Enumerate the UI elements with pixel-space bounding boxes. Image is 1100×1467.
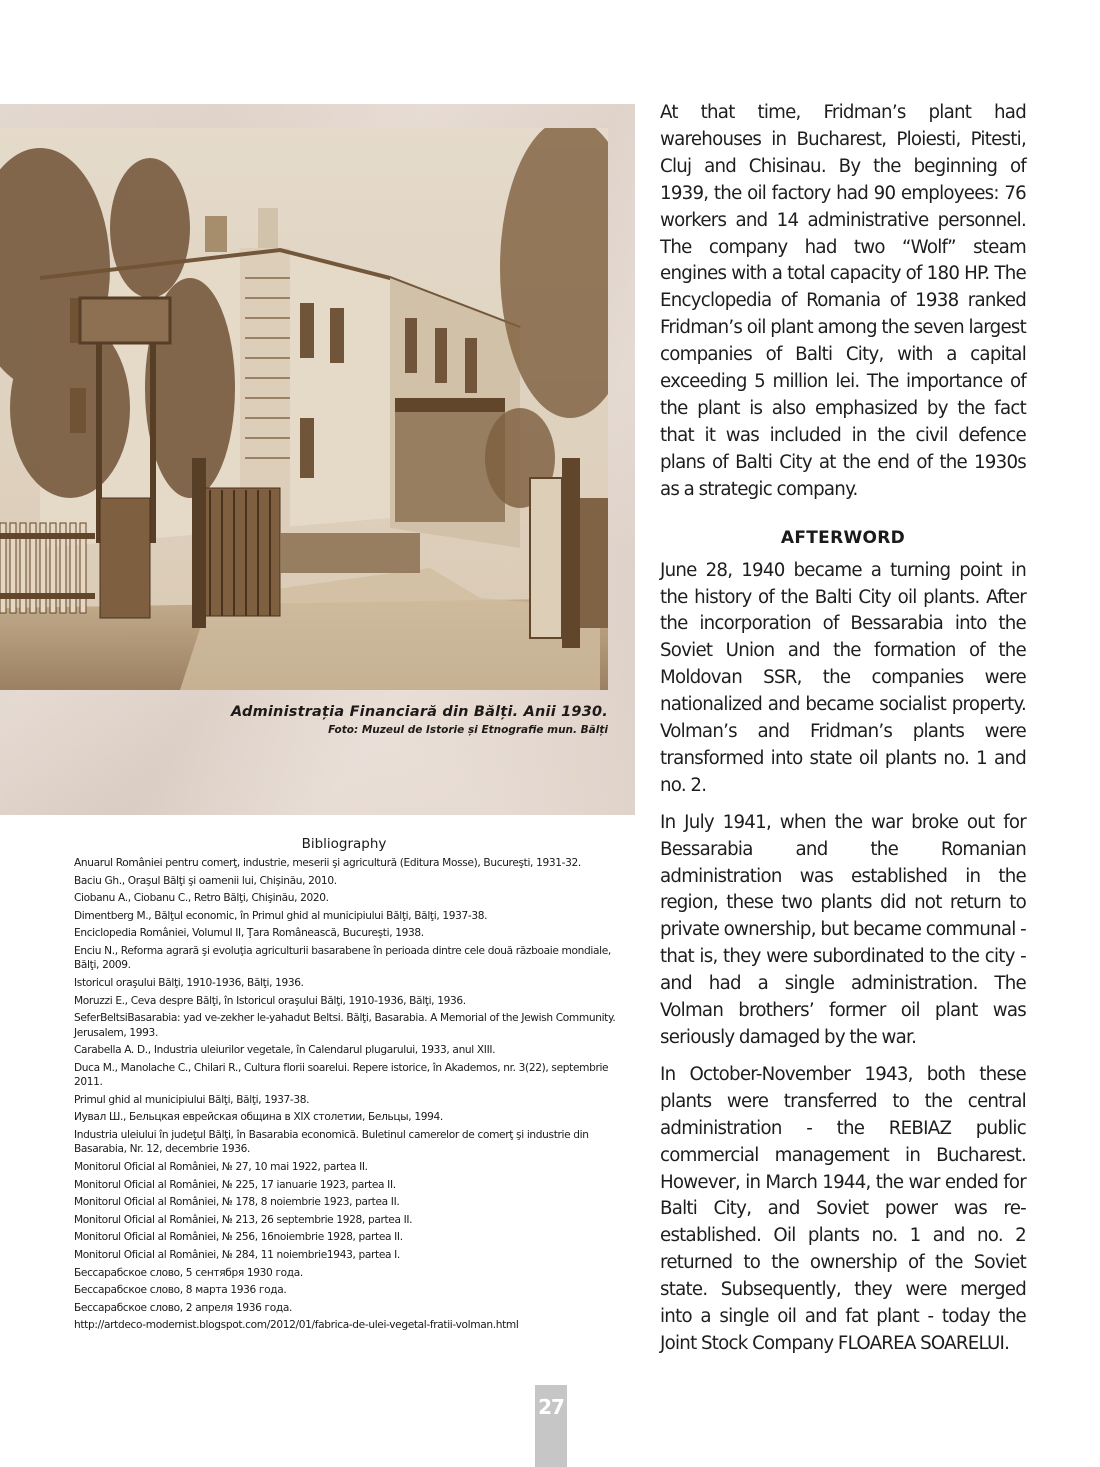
article-paragraph-4: In October-November 1943, both these plants were transferred to the central administration - the REBIAZ public commercial management in Bucharest. However, in March 1944, the war ended for Balti City, and Soviet power was re-established. Oil plants no. 1 and no. 2 returned to the ownership of the Soviet state. Subsequently, they were merged into a single oil and fat plant - today the Joint Stock Company FLOAREA SOARELUI.	[660, 1063, 1026, 1354]
bibliography-link[interactable]: http://artdeco-modernist.blogspot.com/2012/01/fabrica-de-ulei-vegetal-fratii-volman.html	[74, 1319, 519, 1332]
caption-credit: Foto: Muzeul de Istorie și Etnografie mun. Bălți	[328, 724, 608, 736]
bibliography-entry: Monitorul Oficial al României, № 256, 16noiembrie 1928, partea II.	[74, 1231, 403, 1244]
article-paragraph-1: At that time, Fridman’s plant had warehouses in Bucharest, Ploiesti, Pitesti, Cluj and Chisinau. By the beginning of 1939, the oil factory had 90 employees: 76 workers and 14 administrative personnel. The company had two “Wolf” steam engines with a total capacity of 180 HP. The Encyclopedia of Romania of 1938 ranked Fridman’s oil plant among the seven largest companies of Balti City, with a capital exceeding 5 million lei. The importance of the plant is also emphasized by the fact that it was included in the civil defence plans of Balti City at the end of the 1930s as a strategic company.	[660, 102, 1026, 500]
bibliography-entry: Duca M., Manolache C., Chilari R., Cultura florii soarelui. Repere istorice, în Akademos, nr. 3(22), septembrie 2011.	[74, 1061, 609, 1089]
bibliography-entry: Baciu Gh., Oraşul Bălţi şi oamenii lui, Chişinău, 2010.	[74, 874, 337, 887]
historical-photo	[0, 128, 608, 690]
bibliography-entry: Бессарабское слово, 2 апреля 1936 года.	[74, 1301, 292, 1314]
bibliography-entry: Istoricul oraşului Bălţi, 1910-1936, Bălţi, 1936.	[74, 976, 304, 989]
bibliography-entry: Monitorul Oficial al României, № 178, 8 noiembrie 1923, partea II.	[74, 1196, 400, 1209]
bibliography-entry: Бессарабское слово, 8 марта 1936 года.	[74, 1284, 287, 1297]
bibliography-entry: Carabella A. D., Industria uleiurilor vegetale, în Calendarul plugarului, 1933, anul XIII.	[74, 1044, 496, 1057]
bibliography-entry: Enciu N., Reforma agrară şi evoluţia agriculturii basarabene în perioada dintre cele două războaie mondiale, Bălţi, 2009.	[74, 944, 611, 972]
bibliography-entry: Anuarul României pentru comerţ, industrie, meserii şi agricultură (Editura Mosse), Bucureşti, 1931-32.	[74, 857, 581, 869]
bibliography-entry: Monitorul Oficial al României, № 284, 11 noiembrie1943, partea I.	[74, 1248, 400, 1261]
bibliography-entry: Бессарабское слово, 5 сентября 1930 года.	[74, 1266, 303, 1279]
bibliography-list	[74, 856, 634, 1333]
photo-caption	[231, 704, 608, 736]
bibliography-title: Bibliography	[301, 836, 387, 852]
bibliography-entry: Enciclopedia României, Volumul II, Ţara Românească, Bucureşti, 1938.	[74, 927, 424, 940]
page-number-tab	[535, 1385, 567, 1467]
photo-illustration	[0, 128, 608, 690]
bibliography-entry: Primul ghid al municipiului Bălţi, Bălţi, 1937-38.	[74, 1093, 310, 1106]
bibliography-entry: Monitorul Oficial al României, № 27, 10 mai 1922, partea II.	[74, 1160, 368, 1173]
article-paragraph-2: June 28, 1940 became a turning point in the history of the Balti City oil plants. After the incorporation of Bessarabia into the Soviet Union and the formation of the Moldovan SSR, the companies were nationalized and became socialist property. Volman’s and Fridman’s plants were transformed into state oil plants no. 1 and no. 2.	[660, 559, 1026, 796]
bibliography-entry: Иувал Ш., Бельцкая еврейская община в XIX столетии, Бельцы, 1994.	[74, 1111, 443, 1124]
bibliography-entry: Moruzzi E., Ceva despre Bălţi, în Istoricul oraşului Bălţi, 1910-1936, Bălţi, 1936.	[74, 994, 466, 1007]
afterword-heading: AFTERWORD	[780, 527, 906, 548]
bibliography-entry: Ciobanu A., Ciobanu C., Retro Bălţi, Chişinău, 2020.	[74, 892, 329, 905]
article-column	[660, 100, 1026, 1368]
bibliography-entry: Industria uleiului în judeţul Bălţi, în Basarabia economică. Buletinul camerelor de comerţ şi industrie din Basarabia, Nr. 12, decembrie 1936.	[74, 1128, 589, 1156]
bibliography-entry: SeferBeltsiBasarabia: yad ve-zekher le-yahadut Beltsi. Bălţi, Basarabia. A Memorial of the Jewish Community. Jerusalem, 1993.	[74, 1012, 616, 1039]
bibliography-entry: Dimentberg M., Bălţul economic, în Primul ghid al municipiului Bălţi, Bălţi, 1937-38.	[74, 909, 488, 922]
bibliography-entry: Monitorul Oficial al României, № 225, 17 ianuarie 1923, partea II.	[74, 1178, 396, 1191]
page-number: 27	[538, 1395, 564, 1419]
bibliography	[74, 836, 634, 1336]
caption-title: Administrația Financiară din Bălți. Anii 1930.	[231, 704, 608, 720]
bibliography-entry: Monitorul Oficial al României, № 213, 26 septembrie 1928, partea II.	[74, 1213, 413, 1226]
article-paragraph-3: In July 1941, when the war broke out for Bessarabia and the Romanian administration was established in the region, these two plants did not return to private ownership, but became communal - that is, they were subordinated to the city - and had a single administration. The Volman brothers’ former oil plant was seriously damaged by the war.	[660, 811, 1026, 1048]
